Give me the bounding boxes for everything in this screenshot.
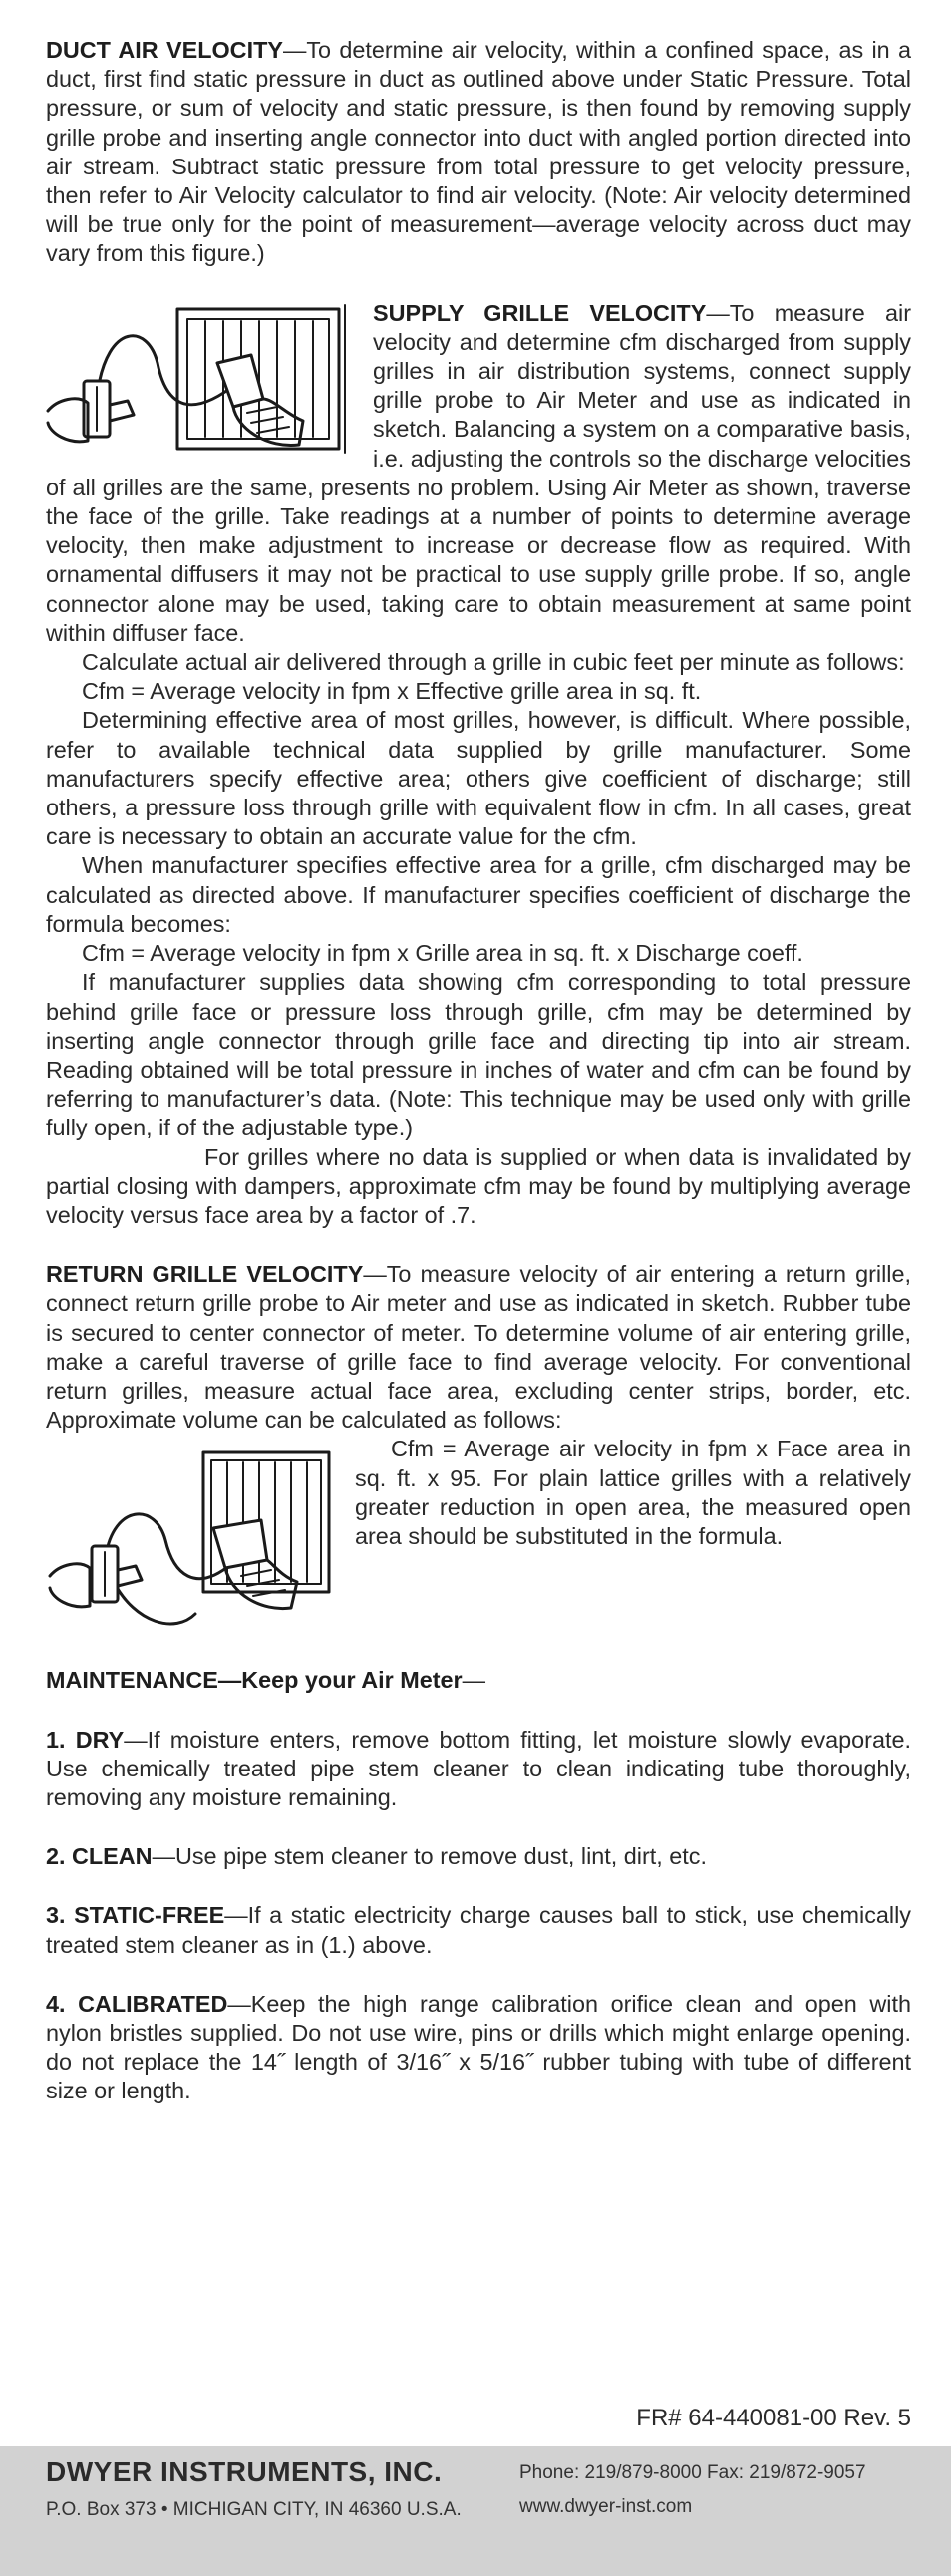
- return-grille-text: —To measure velocity of air entering a return grille, connect return grille probe to Air meter and use as indicated in sketch. Rubber tube is secured to center connector of meter. To determine volume of air entering grille, make a careful traverse of grille face to find average velocity. For conventional return grilles, measure actual face area, excluding center strips, border, etc. Approximate volume can be calculated as follows:: [46, 1261, 911, 1434]
- maintenance-item: 3. STATIC-FREE—If a static electricity charge causes ball to stick, use chemically treated stem cleaner as in (1.) above.: [46, 1902, 912, 1958]
- supply-grille-sketch-icon: [38, 303, 353, 461]
- duct-air-velocity-text: —To determine air velocity, within a confined space, as in a duct, first find static pressure in duct as outlined above under Static Pressure. Total pressure, or sum of velocity and static pressure, is then found by removing supply grille probe and inserting angle connector into duct with angled portion directed into air stream. Subtract static pressure from total pressure to get velocity pressure, then refer to Air Velocity calculator to find air velocity. (Note: Air velocity determined will be true only for the point of measurement—average velocity across duct may vary from this figure.): [46, 37, 911, 267]
- duct-air-velocity-section: [46, 36, 911, 269]
- supply-grille-heading: SUPPLY GRILLE VELOCITY: [373, 299, 707, 326]
- company-website: www.dwyer-inst.com: [519, 2496, 693, 2517]
- form-number: FR# 64-440081-00 Rev. 5: [636, 2405, 911, 2431]
- supply-grille-p6: For grilles where no data is supplied or when data is invalidated by partial closing with dampers, approximate cfm may be found by multiplying average velocity versus face area by a factor of .7.: [46, 1143, 911, 1228]
- formula-effective-area: Cfm = Average velocity in fpm x Effective grille area in sq. ft.: [82, 678, 702, 705]
- footer: [0, 2446, 951, 2576]
- maintenance-section: [46, 1666, 911, 2105]
- supply-grille-p5: If manufacturer supplies data showing cfm corresponding to total pressure behind grille face or pressure loss through grille, cfm may be determined by inserting angle connector through grille face and directing tip into air stream. Reading obtained will be total pressure in inches of water and cfm can be found by referring to manufacturer’s data. (Note: This technique may be used only with grille fully open, if of the adjustable type.): [46, 969, 911, 1141]
- company-address: P.O. Box 373 • MICHIGAN CITY, IN 46360 U.S.A.: [46, 2499, 462, 2520]
- company-phone: Phone: 219/879-8000 Fax: 219/872-9057: [519, 2462, 866, 2483]
- maintenance-dash: —: [462, 1667, 486, 1694]
- manual-body: [46, 36, 911, 2106]
- duct-air-velocity-heading: DUCT AIR VELOCITY: [46, 37, 283, 63]
- maintenance-item: 4. CALIBRATED—Keep the high range calibration orifice clean and open with nylon bristles supplied. Do not use wire, pins or drills which might enlarge opening. do not replace the 14˝ length of 3/16˝ x 5/16˝ rubber tubing with tube of different size or length.: [46, 1990, 911, 2104]
- supply-grille-section: [46, 299, 911, 1231]
- return-grille-section: [46, 1260, 911, 1551]
- supply-grille-text: —To measure air velocity and determine cfm discharged from supply grilles in air distribution systems, connect supply grille probe to Air Meter and use as indicated in sketch. Balancing a system on a comparative basis, i.e. adjusting the controls so the discharge velocities of all grilles are the same, presents no problem. Using Air Meter as shown, traverse the face of the grille. Take readings at a number of points to determine average velocity, then make adjustment to increase or decrease flow as required. With ornamental diffusers it may not be practical to use supply grille probe. If so, angle connector alone may be used, taking care to obtain measurement at same point within diffuser face.: [46, 299, 911, 646]
- supply-grille-p2: Calculate actual air delivered through a grille in cubic feet per minute as follows:: [82, 649, 905, 676]
- return-grille-sketch-icon: [36, 1445, 335, 1662]
- return-grille-formula: Cfm = Average air velocity in fpm x Face area in sq. ft. x 95. For plain lattice grilles with a relatively greater reduction in open area, the measured open area should be substituted in the formula.: [355, 1436, 911, 1549]
- maintenance-item: 1. DRY—If moisture enters, remove bottom fitting, let moisture slowly evaporate. Use chemically treated pipe stem cleaner to clean indicating tube thoroughly, removing any moisture remaining.: [46, 1726, 911, 1810]
- supply-grille-p3: Determining effective area of most grilles, however, is difficult. Where possible, refer to available technical data supplied by grille manufacturer. Some manufacturers specify effective area; others give coefficient of discharge; still others, a pressure loss through grille with equivalent flow in cfm. In all cases, great care is necessary to obtain an accurate value for the cfm.: [46, 707, 911, 850]
- maintenance-sub: —Keep your Air Meter: [217, 1667, 463, 1694]
- maintenance-item: 2. CLEAN—Use pipe stem cleaner to remove dust, lint, dirt, etc.: [46, 1843, 707, 1870]
- return-grille-heading: RETURN GRILLE VELOCITY: [46, 1261, 364, 1288]
- company-name: DWYER INSTRUMENTS, INC.: [46, 2456, 443, 2487]
- formula-discharge-coeff: Cfm = Average velocity in fpm x Grille area in sq. ft. x Discharge coeff.: [82, 940, 803, 967]
- maintenance-heading: MAINTENANCE: [46, 1667, 218, 1694]
- supply-grille-p4: When manufacturer specifies effective area for a grille, cfm discharged may be calculated as directed above. If manufacturer specifies coefficient of discharge the formula becomes:: [46, 852, 911, 937]
